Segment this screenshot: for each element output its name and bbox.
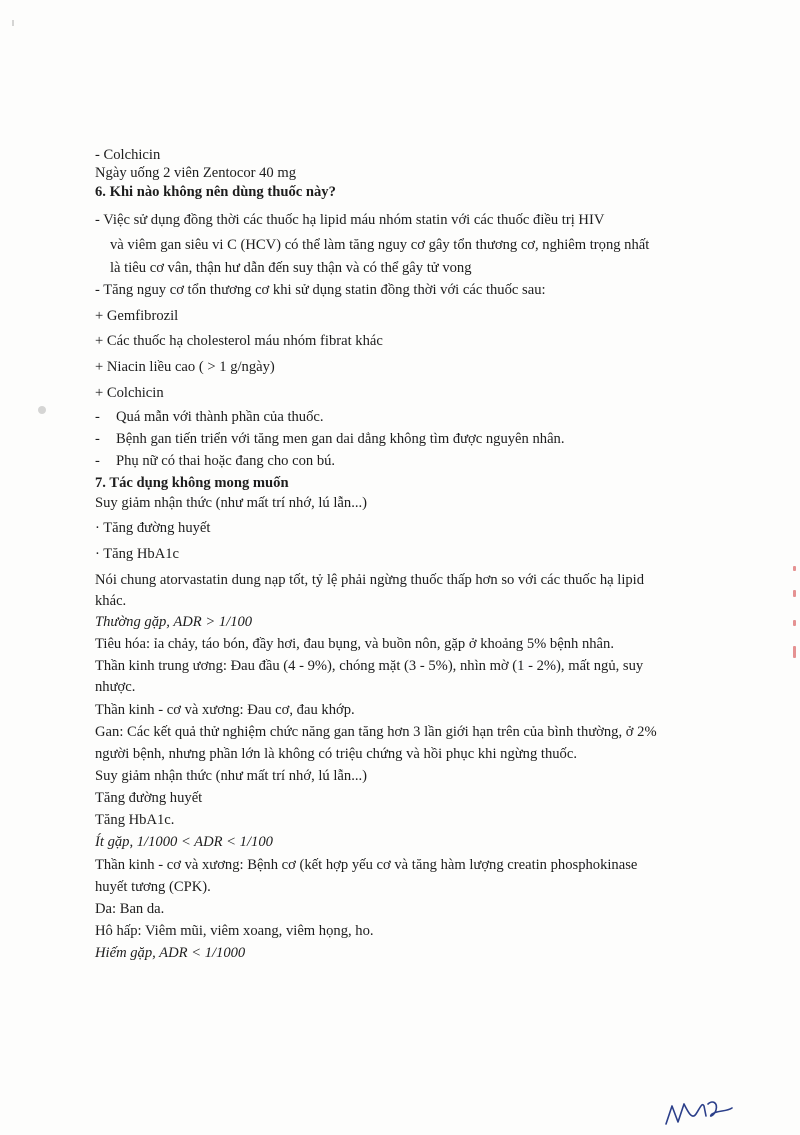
text-line: huyết tương (CPK). (95, 879, 211, 895)
text-line: · Tăng đường huyết (95, 520, 211, 536)
list-item: + Colchicin (95, 385, 164, 401)
text-line: Ngày uống 2 viên Zentocor 40 mg (95, 165, 297, 181)
subheading-common: Thường gặp, ADR > 1/100 (95, 614, 253, 630)
scan-speck (793, 590, 796, 597)
section-7-heading: 7. Tác dụng không mong muốn (95, 475, 289, 491)
text-line: Nói chung atorvastatin dung nạp tốt, tỷ lệ phải ngừng thuốc thấp hơn so với các thuốc hạ lipid (95, 572, 645, 588)
text-line: Thần kinh trung ương: Đau đầu (4 - 9%), chóng mặt (3 - 5%), nhìn mờ (1 - 2%), mất ngủ, suy (95, 658, 644, 674)
scan-speck (12, 20, 14, 26)
scan-speck (38, 406, 46, 414)
list-item: + Các thuốc hạ cholesterol máu nhóm fibrat khác (95, 333, 383, 349)
text-line: Thần kinh - cơ và xương: Đau cơ, đau khớp. (95, 702, 355, 718)
text-line: là tiêu cơ vân, thận hư dẫn đến suy thận và có thể gây tử vong (110, 260, 472, 276)
section-6-heading: 6. Khi nào không nên dùng thuốc này? (95, 184, 336, 200)
list-bullet: - (95, 409, 100, 425)
scan-speck (793, 620, 796, 626)
list-bullet: - (95, 431, 100, 447)
text-line: Gan: Các kết quả thử nghiệm chức năng gan tăng hơn 3 lần giới hạn trên của bình thường, ở 2% (95, 724, 657, 740)
text-line: người bệnh, nhưng phần lớn là không có triệu chứng và hồi phục khi ngừng thuốc. (95, 746, 577, 762)
text-line: nhược. (95, 679, 136, 695)
list-item: + Gemfibrozil (95, 308, 179, 324)
list-item: Phụ nữ có thai hoặc đang cho con bú. (116, 453, 336, 469)
list-item: Bệnh gan tiến triển với tăng men gan dai dẳng không tìm được nguyên nhân. (116, 431, 565, 447)
text-line: và viêm gan siêu vi C (HCV) có thể làm tăng nguy cơ gây tổn thương cơ, nghiêm trọng nhất (110, 237, 650, 253)
list-item: Quá mẫn với thành phần của thuốc. (116, 409, 324, 425)
text-line: - Việc sử dụng đồng thời các thuốc hạ lipid máu nhóm statin với các thuốc điều trị HIV (95, 212, 605, 228)
text-line: Da: Ban da. (95, 901, 165, 917)
text-line: Tiêu hóa: ỉa chảy, táo bón, đầy hơi, đau bụng, và buồn nôn, gặp ở khoảng 5% bệnh nhân. (95, 636, 614, 652)
scan-speck (793, 566, 796, 571)
text-line: Tăng đường huyết (95, 790, 203, 806)
subheading-uncommon: Ít gặp, 1/1000 < ADR < 1/100 (95, 834, 273, 850)
text-line: Suy giảm nhận thức (như mất trí nhớ, lú lẫn...) (95, 495, 367, 511)
scan-speck (793, 646, 796, 658)
text-line: Hô hấp: Viêm mũi, viêm xoang, viêm họng, ho. (95, 923, 374, 939)
text-line: - Tăng nguy cơ tổn thương cơ khi sử dụng statin đồng thời với các thuốc sau: (95, 282, 546, 298)
text-line: · Tăng HbA1c (95, 546, 180, 562)
text-line: - Colchicin (95, 147, 161, 163)
list-item: + Niacin liều cao ( > 1 g/ngày) (95, 359, 275, 375)
text-line: Tăng HbA1c. (95, 812, 175, 828)
text-line: Suy giảm nhận thức (như mất trí nhớ, lú lẫn...) (95, 768, 367, 784)
subheading-rare: Hiếm gặp, ADR < 1/1000 (95, 945, 246, 961)
text-line: khác. (95, 593, 127, 609)
list-bullet: - (95, 453, 100, 469)
signature-initials (662, 1092, 742, 1132)
text-line: Thần kinh - cơ và xương: Bệnh cơ (kết hợp yếu cơ và tăng hàm lượng creatin phosphokinase (95, 857, 638, 873)
